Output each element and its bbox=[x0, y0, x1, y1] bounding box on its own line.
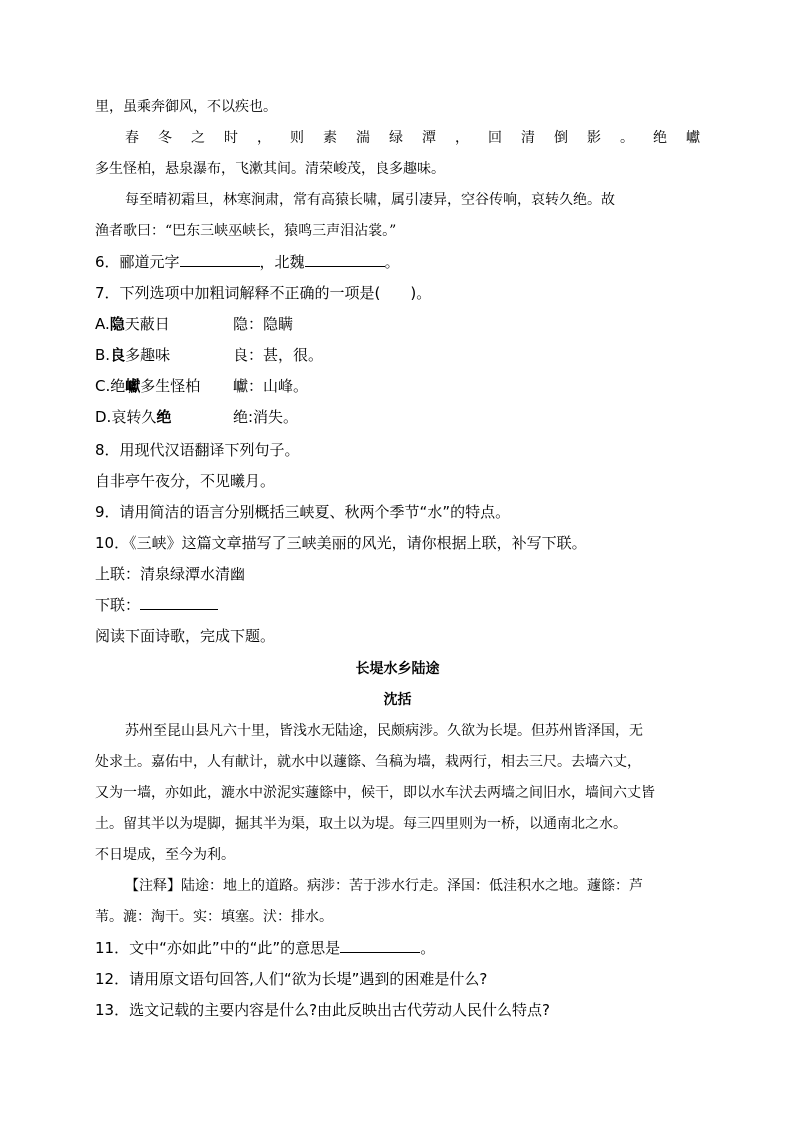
passage-char: 绝 bbox=[653, 130, 667, 146]
passage-char: 冬 bbox=[158, 130, 172, 146]
question-6 bbox=[95, 252, 700, 272]
passage-char: 清 bbox=[521, 130, 535, 146]
passage-char: 。 bbox=[620, 130, 634, 146]
option-term: B.良多趣味 bbox=[95, 346, 171, 364]
passage-char: 时 bbox=[224, 130, 238, 146]
question-text: 6．郦道元字 bbox=[95, 253, 180, 271]
option-meaning: 绝:消失。 bbox=[233, 408, 299, 426]
passage-char: 则 bbox=[290, 130, 304, 146]
passage-title: 长堤水乡陆途 bbox=[355, 661, 440, 677]
option-meaning: 巘：山峰。 bbox=[233, 377, 309, 395]
annotation-line: 【注释】陆途：地上的道路。病涉：苦于涉水行走。泽国：低洼积水之地。蘧篨：芦 bbox=[125, 878, 643, 894]
passage-line: 不日堤成，至今为利。 bbox=[95, 847, 235, 863]
passage-line: 多生怪柏，悬泉瀑布，飞漱其间。清荣峻茂，良多趣味。 bbox=[95, 161, 445, 177]
passage-char: 影 bbox=[587, 130, 601, 146]
option-b bbox=[95, 345, 700, 365]
passage-char: 素 bbox=[323, 130, 337, 146]
couplet-upper: 上联：清泉绿潭水清幽 bbox=[95, 565, 246, 583]
passage-author: 沈括 bbox=[383, 692, 412, 708]
passage-char: 湍 bbox=[356, 130, 370, 146]
question-text: 。 bbox=[384, 253, 400, 271]
passage-line: 土。留其半以为堤脚，掘其半为渠，取土以为堤。每三四里则为一桥，以通南北之水。 bbox=[95, 816, 627, 832]
couplet-lower-label: 下联： bbox=[95, 596, 141, 614]
question-text: 。 bbox=[420, 939, 436, 957]
option-d bbox=[95, 407, 700, 427]
option-meaning: 隐：隐瞒 bbox=[233, 315, 294, 333]
option-a bbox=[95, 314, 700, 334]
question-13: 13．选文记载的主要内容是什么?由此反映出古代劳动人民什么特点? bbox=[95, 1001, 551, 1019]
answer-blank[interactable] bbox=[340, 938, 420, 953]
passage-char: 潭 bbox=[422, 130, 436, 146]
answer-blank[interactable] bbox=[305, 252, 385, 267]
question-9: 9．请用简洁的语言分别概括三峡夏、秋两个季节“水”的特点。 bbox=[95, 503, 511, 521]
option-term: A.隐天蔽日 bbox=[95, 315, 170, 333]
option-term: D.哀转久绝 bbox=[95, 408, 172, 426]
option-c bbox=[95, 376, 700, 396]
passage-char: 巘 bbox=[686, 130, 700, 146]
question-8: 8．用现代汉语翻译下列句子。 bbox=[95, 441, 300, 459]
option-term: C.绝巘多生怪柏 bbox=[95, 377, 201, 395]
question-7: 7．下列选项中加粗词解释不正确的一项是( )。 bbox=[95, 284, 432, 302]
passage-char: 回 bbox=[488, 130, 502, 146]
passage-char: 之 bbox=[191, 130, 205, 146]
passage-char: ， bbox=[257, 130, 271, 146]
passage-line: 处求土。嘉佑中，人有献计，就水中以蘧篨、刍稿为墙，栽两行，相去三尺。去墙六丈， bbox=[95, 754, 641, 770]
question-text: 11．文中“亦如此”中的“此”的意思是 bbox=[95, 939, 341, 957]
passage-line: 每至晴初霜旦，林寒涧肃，常有高猿长啸，属引凄异，空谷传响，哀转久绝。故 bbox=[125, 192, 615, 208]
passage-char: 绿 bbox=[389, 130, 403, 146]
answer-blank[interactable] bbox=[180, 252, 260, 267]
reading-instruction: 阅读下面诗歌，完成下题。 bbox=[95, 627, 276, 645]
question-8-sentence: 自非亭午夜分，不见曦月。 bbox=[95, 472, 276, 490]
question-12: 12．请用原文语句回答,人们“欲为长堤”遇到的困难是什么? bbox=[95, 970, 488, 988]
passage-char: 春 bbox=[125, 130, 139, 146]
question-text: ，北魏 bbox=[259, 253, 305, 271]
couplet-lower bbox=[95, 595, 700, 615]
passage-char: 倒 bbox=[554, 130, 568, 146]
passage-char: ， bbox=[455, 130, 469, 146]
passage-line-justified bbox=[125, 128, 700, 148]
answer-blank[interactable] bbox=[140, 595, 218, 610]
passage-line: 又为一墙，亦如此，漉水中淤泥实蘧篨中，候干，即以水车汱去两墙之间旧水，墙间六丈皆 bbox=[95, 785, 655, 801]
question-11 bbox=[95, 938, 700, 958]
passage-line: 渔者歌曰：“巴东三峡巫峡长，猿鸣三声泪沾裳。” bbox=[95, 223, 397, 239]
option-meaning: 良：甚，很。 bbox=[233, 346, 324, 364]
passage-line: 里，虽乘奔御风，不以疾也。 bbox=[95, 99, 277, 115]
question-10: 10．《三峡》这篇文章描写了三峡美丽的风光，请你根据上联，补写下联。 bbox=[95, 534, 587, 552]
passage-line: 苏州至昆山县凡六十里，皆浅水无陆途，民颇病涉。久欲为长堤。但苏州皆泽国，无 bbox=[125, 723, 643, 739]
annotation-line: 苇。漉：淘干。实：填塞。汱：排水。 bbox=[95, 909, 333, 925]
